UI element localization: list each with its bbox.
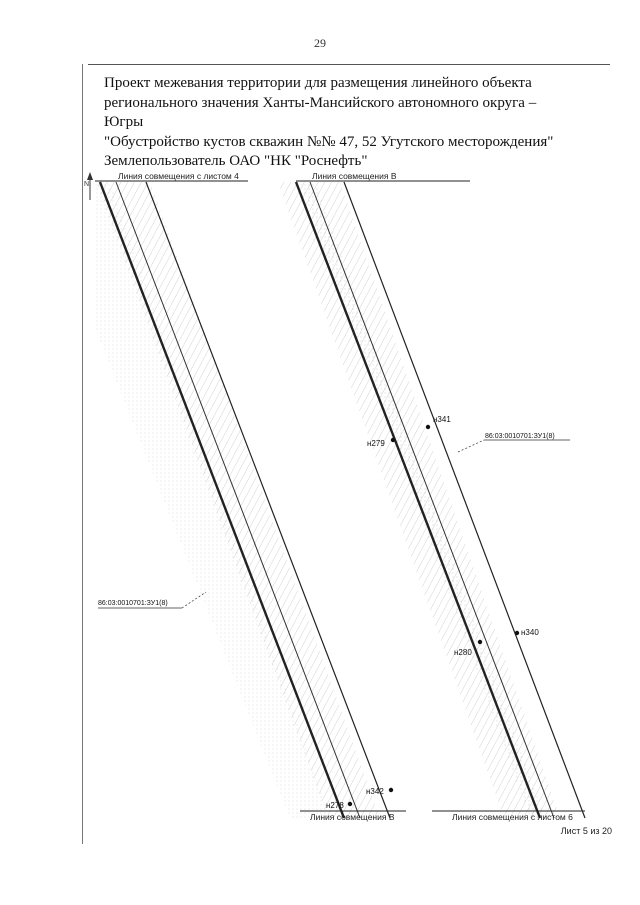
svg-text:н278: н278 bbox=[326, 801, 344, 810]
svg-text:Линия совмещения с листом 4: Линия совмещения с листом 4 bbox=[118, 171, 239, 181]
svg-text:н279: н279 bbox=[367, 439, 385, 448]
svg-text:Линия совмещения В: Линия совмещения В bbox=[312, 171, 397, 181]
title-line: Проект межевания территории для размещения линейного объекта bbox=[104, 75, 532, 91]
svg-text:н342: н342 bbox=[366, 787, 384, 796]
hatched-corridor-left-outer bbox=[96, 182, 330, 818]
boundary-line bbox=[310, 182, 554, 818]
parcel-label-left bbox=[98, 592, 206, 608]
north-arrow-icon bbox=[84, 172, 93, 200]
svg-text:н341: н341 bbox=[433, 415, 451, 424]
title-line: Землепользователь ОАО "НК "Роснефть" bbox=[104, 153, 368, 169]
survey-point-n340 bbox=[515, 628, 540, 637]
boundary-line bbox=[344, 182, 585, 818]
match-line-bottom-right bbox=[432, 811, 585, 822]
match-line-top-left bbox=[95, 171, 248, 181]
match-line-top-right bbox=[296, 171, 470, 181]
sheet-number: Лист 5 из 20 bbox=[560, 826, 612, 836]
survey-point-n342 bbox=[366, 787, 393, 796]
title-line: "Обустройство кустов скважин №№ 47, 52 Угутского месторождения" bbox=[104, 133, 554, 150]
svg-text:Линия совмещения В: Линия совмещения В bbox=[310, 812, 395, 822]
svg-text:86:03:0010701:ЗУ1(8): 86:03:0010701:ЗУ1(8) bbox=[485, 433, 555, 440]
survey-point-n341 bbox=[426, 415, 452, 429]
match-line-bottom-left bbox=[300, 811, 406, 822]
title-line: регионального значения Ханты-Мансийского автономного округа – bbox=[104, 94, 537, 111]
svg-text:Линия совмещения с листом 6: Линия совмещения с листом 6 bbox=[452, 812, 573, 822]
page-number: 29 bbox=[314, 36, 326, 50]
svg-text:86:03:0010701:ЗУ1(8): 86:03:0010701:ЗУ1(8) bbox=[98, 600, 168, 607]
north-arrow-label: N bbox=[84, 181, 90, 188]
parcel-label-right bbox=[458, 433, 570, 452]
svg-text:н280: н280 bbox=[454, 648, 472, 657]
svg-text:н340: н340 bbox=[521, 628, 539, 637]
boundary-line bbox=[100, 182, 344, 818]
title-line: Югры bbox=[104, 114, 144, 130]
